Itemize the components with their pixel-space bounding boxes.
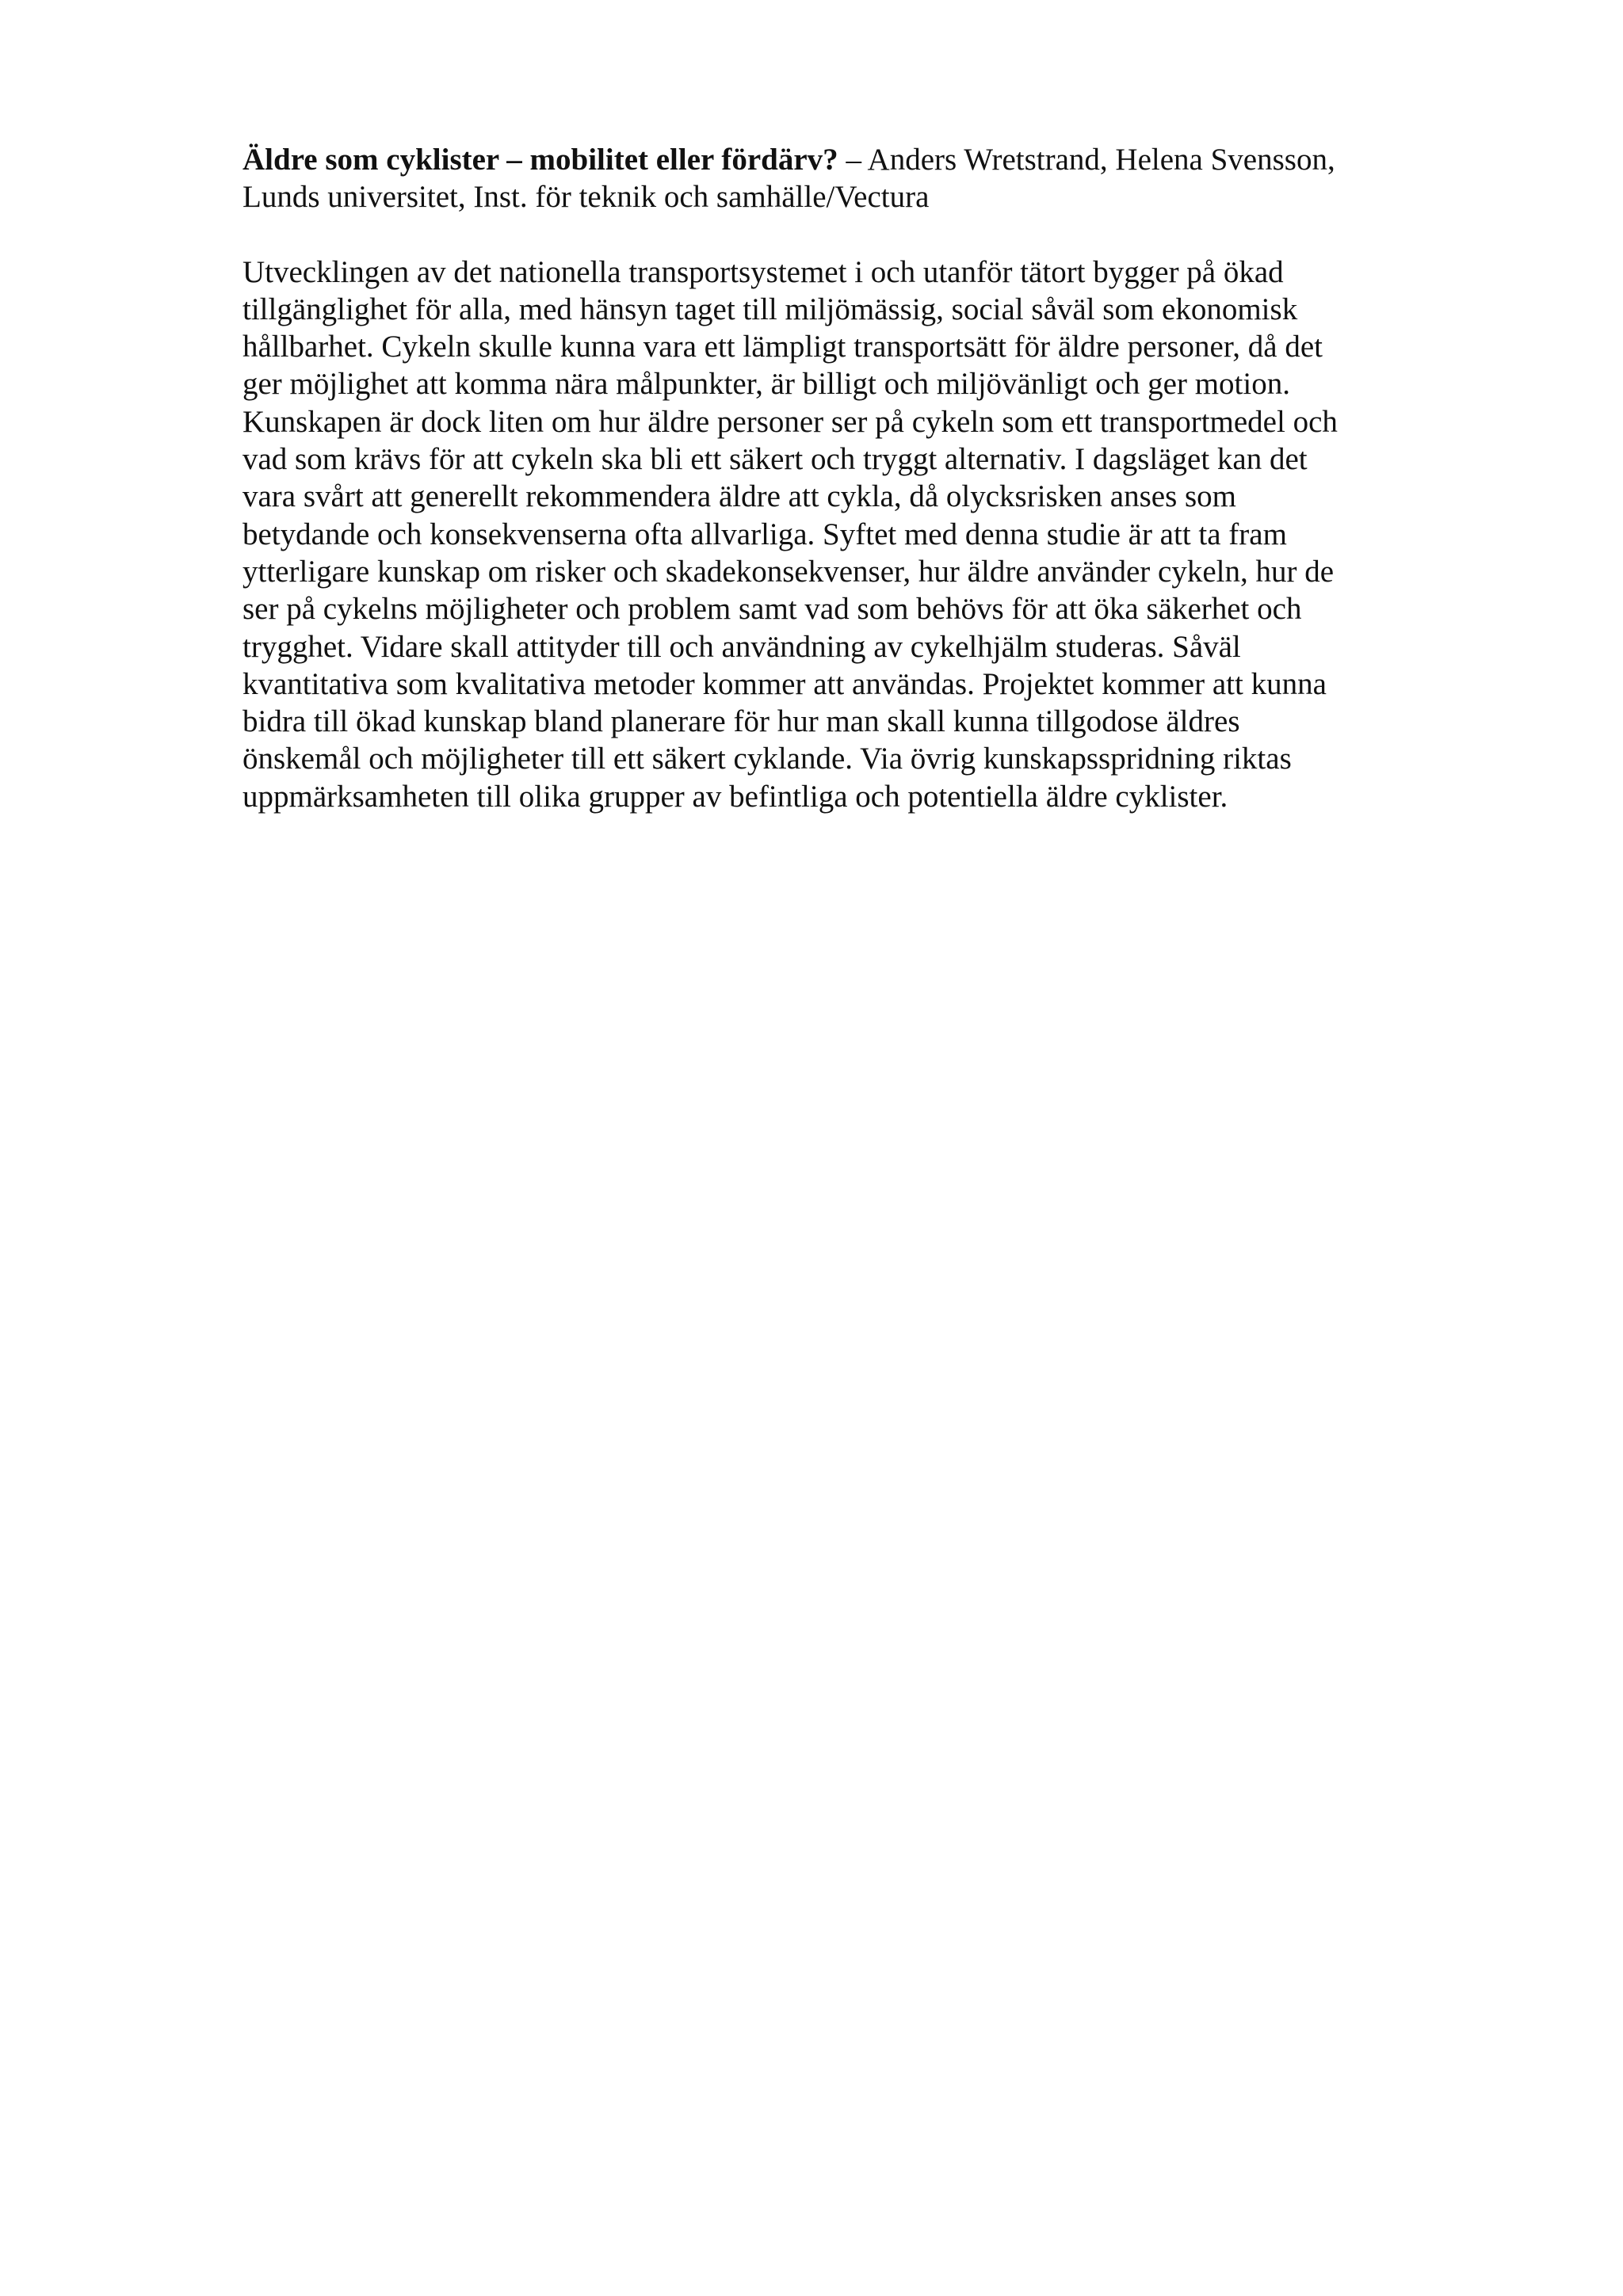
paragraph-line: vara svårt att generellt rekommendera äldre att cykla, då olycksrisken anses som	[242, 479, 1237, 514]
document-heading	[242, 141, 1415, 216]
paragraph-line: vad som krävs för att cykeln ska bli ett säkert och tryggt alternativ. I dagsläget kan det	[242, 442, 1308, 477]
paragraph-line: trygghet. Vidare skall attityder till och användning av cykelhjälm studeras. Såväl	[242, 629, 1241, 664]
paragraph-line: ger möjlighet att komma nära målpunkter, är billigt och miljövänligt och ger motion.	[242, 367, 1290, 402]
abstract-paragraph	[242, 254, 1415, 815]
paragraph-line: Kunskapen är dock liten om hur äldre personer ser på cykeln som ett transportmedel och	[242, 404, 1338, 439]
document-content	[242, 141, 1415, 815]
paragraph-line: ytterligare kunskap om risker och skadekonsekvenser, hur äldre använder cykeln, hur de	[242, 554, 1335, 589]
paragraph-line: tillgänglighet för alla, med hänsyn taget till miljömässig, social såväl som ekonomisk	[242, 292, 1298, 326]
paragraph-line: ser på cykelns möjligheter och problem samt vad som behövs för att öka säkerhet och	[242, 592, 1302, 627]
paragraph-line: kvantitativa som kvalitativa metoder kommer att användas. Projektet kommer att kunna	[242, 666, 1327, 701]
paragraph-line: Utvecklingen av det nationella transportsystemet i och utanför tätort bygger på ökad	[242, 254, 1284, 289]
paragraph-line: betydande och konsekvenserna ofta allvarliga. Syftet med denna studie är att ta fram	[242, 517, 1287, 551]
author-byline: – Anders Wretstrand, Helena Svensson,	[838, 143, 1335, 177]
paragraph-line: hållbarhet. Cykeln skulle kunna vara ett lämpligt transportsätt för äldre personer, då det	[242, 330, 1323, 364]
affiliation-line: Lunds universitet, Inst. för teknik och samhälle/Vectura	[242, 180, 930, 215]
paragraph-line: bidra till ökad kunskap bland planerare för hur man skall kunna tillgodose äldres	[242, 704, 1240, 739]
document-title: Äldre som cyklister – mobilitet eller fördärv?	[242, 143, 838, 177]
heading-line-1	[242, 141, 1415, 178]
paragraph-line: önskemål och möjligheter till ett säkert cyklande. Via övrig kunskapsspridning riktas	[242, 742, 1292, 776]
paragraph-line: uppmärksamheten till olika grupper av befintliga och potentiella äldre cyklister.	[242, 779, 1228, 814]
